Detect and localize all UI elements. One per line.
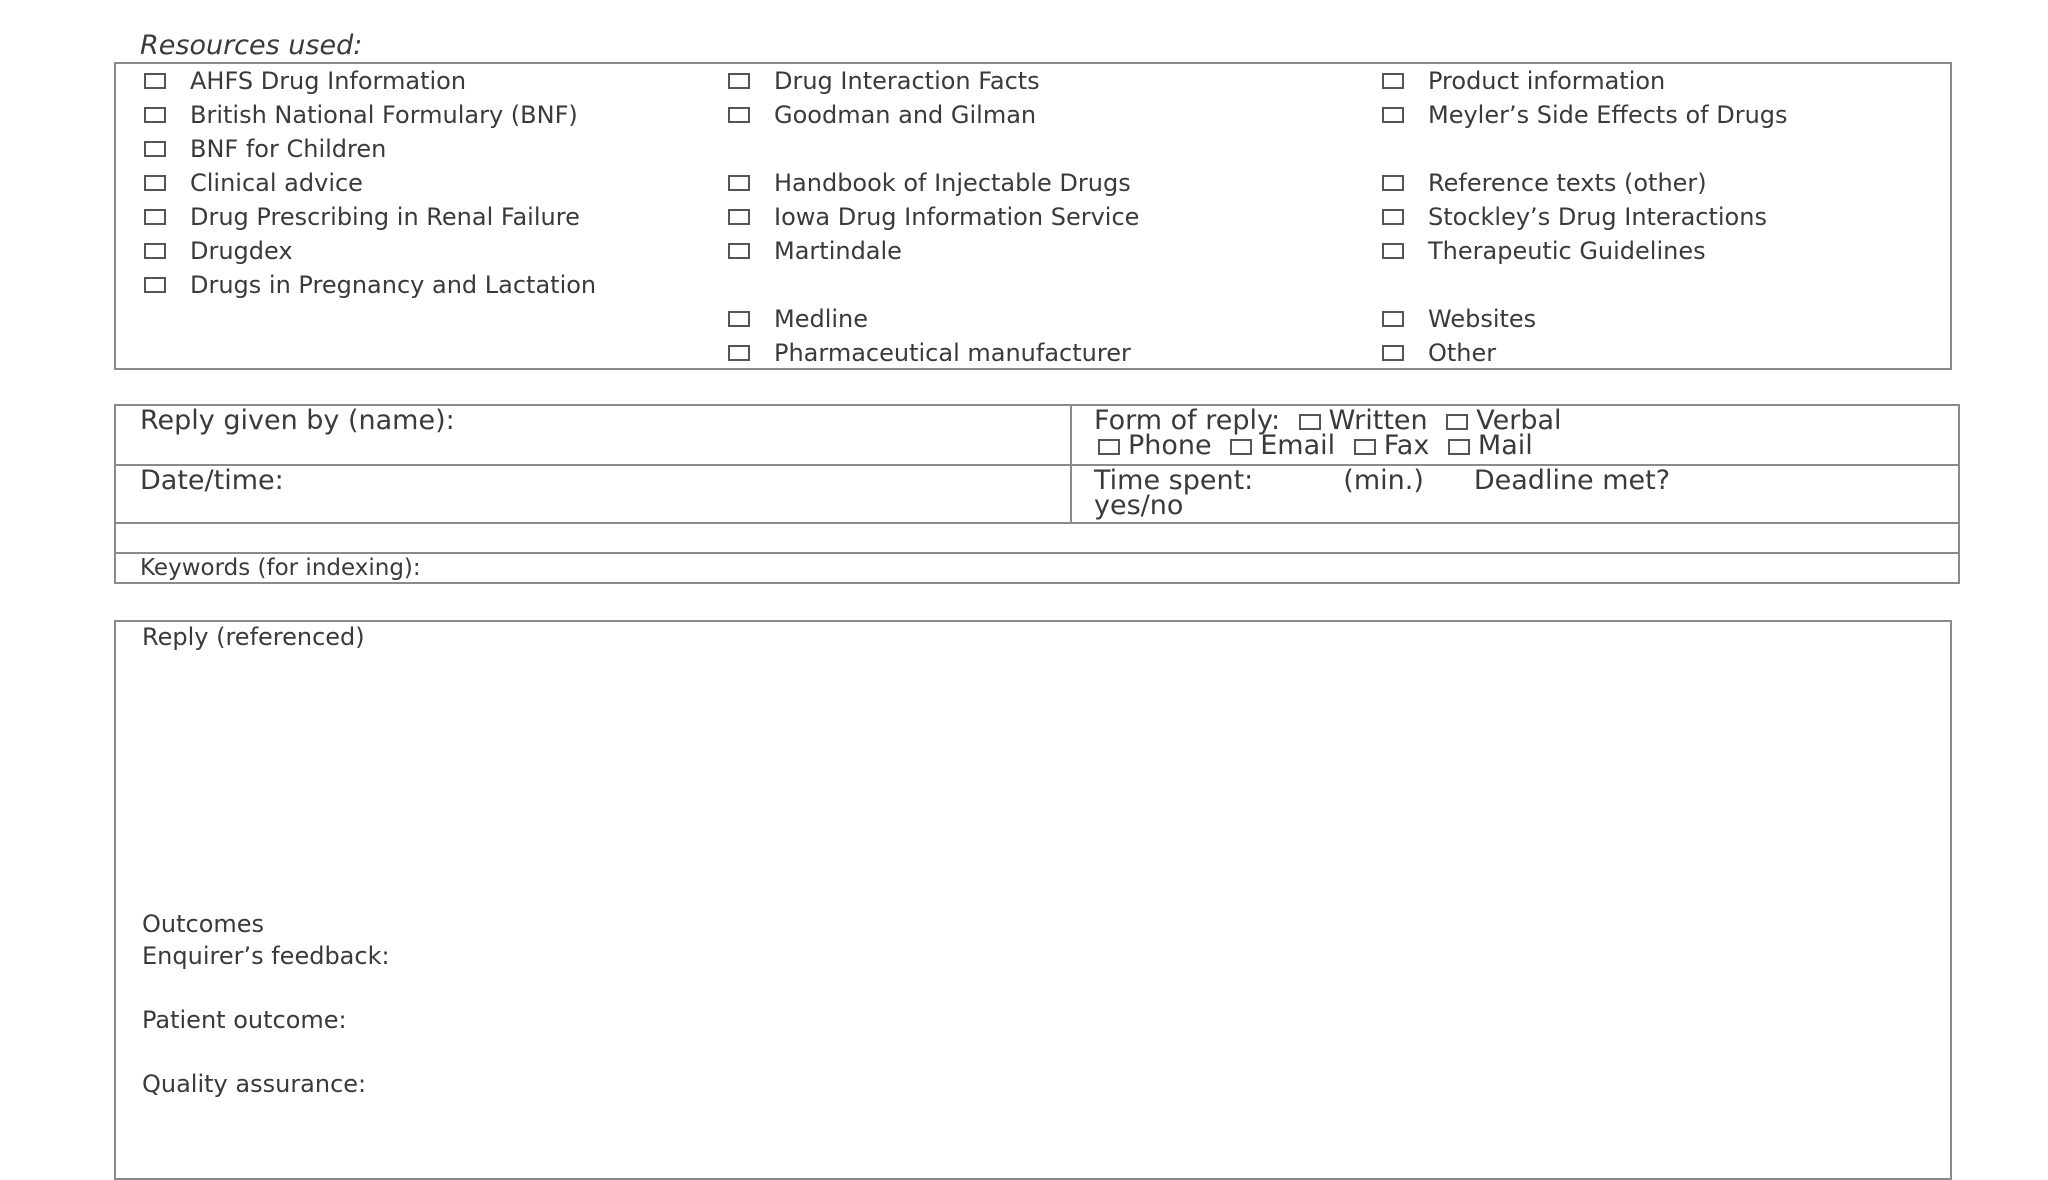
resource-item[interactable] xyxy=(1382,305,1942,333)
checkbox[interactable] xyxy=(1299,414,1321,430)
checkbox[interactable] xyxy=(1098,439,1120,455)
option-written: Written xyxy=(1328,405,1428,436)
resource-label: British National Formulary (BNF) xyxy=(190,101,578,129)
resource-item[interactable] xyxy=(144,203,614,231)
keywords-field[interactable] xyxy=(116,554,1958,582)
resource-label: Clinical advice xyxy=(190,169,363,197)
checkbox[interactable] xyxy=(1230,439,1252,455)
option-verbal: Verbal xyxy=(1476,405,1562,436)
resource-label: Product information xyxy=(1428,67,1666,95)
resource-item[interactable] xyxy=(1382,339,1942,367)
resource-label: Martindale xyxy=(774,237,902,265)
option-phone: Phone xyxy=(1128,430,1212,461)
resource-label: Drug Prescribing in Renal Failure xyxy=(190,203,580,231)
checkbox[interactable] xyxy=(728,107,750,123)
resource-label: Reference texts (other) xyxy=(1428,169,1707,197)
checkbox[interactable] xyxy=(144,243,166,259)
resource-item[interactable] xyxy=(728,203,1368,231)
form-of-reply-label: Form of reply: xyxy=(1094,405,1281,436)
resource-item[interactable] xyxy=(1382,101,1942,129)
resources-column-2 xyxy=(728,67,1368,376)
resource-label: Handbook of Injectable Drugs xyxy=(774,169,1131,197)
patient-outcome-label: Patient outcome: xyxy=(142,1006,347,1034)
resource-label: Stockley’s Drug Interactions xyxy=(1428,203,1767,231)
checkbox[interactable] xyxy=(1382,107,1404,123)
checkbox[interactable] xyxy=(144,141,166,157)
enquirer-feedback-label: Enquirer’s feedback: xyxy=(142,942,390,970)
table-row xyxy=(116,406,1958,466)
checkbox[interactable] xyxy=(144,209,166,225)
deadline-met-label: Deadline met? xyxy=(1473,465,1671,496)
resource-item[interactable] xyxy=(1382,67,1942,95)
resource-item[interactable] xyxy=(144,169,704,197)
reply-details-table xyxy=(114,404,1960,584)
checkbox[interactable] xyxy=(1382,209,1404,225)
checkbox[interactable] xyxy=(728,311,750,327)
resource-item[interactable] xyxy=(728,101,1368,129)
resources-column-3 xyxy=(1382,67,1942,376)
reply-referenced-box[interactable] xyxy=(114,620,1952,1180)
resource-item[interactable] xyxy=(728,67,1368,95)
resource-label: Iowa Drug Information Service xyxy=(774,203,1140,231)
option-fax: Fax xyxy=(1383,430,1430,461)
reply-given-by-label: Reply given by (name): xyxy=(140,405,455,436)
checkbox[interactable] xyxy=(1382,175,1404,191)
resources-column-1 xyxy=(144,67,704,308)
minutes-label: (min.) xyxy=(1343,465,1424,496)
reply-referenced-label: Reply (referenced) xyxy=(142,623,365,651)
checkbox[interactable] xyxy=(144,73,166,89)
checkbox[interactable] xyxy=(1382,311,1404,327)
resource-item[interactable] xyxy=(144,135,704,163)
resource-label: Other xyxy=(1428,339,1497,367)
resource-label: Websites xyxy=(1428,305,1537,333)
outcomes-label: Outcomes xyxy=(142,910,265,938)
resource-label: Meyler’s Side Effects of Drugs xyxy=(1428,101,1788,129)
table-row xyxy=(116,524,1958,554)
resource-label: BNF for Children xyxy=(190,135,387,163)
checkbox[interactable] xyxy=(144,107,166,123)
checkbox[interactable] xyxy=(1382,345,1404,361)
resource-item[interactable] xyxy=(728,339,1368,367)
resource-item[interactable] xyxy=(144,271,614,299)
resource-label: Therapeutic Guidelines xyxy=(1428,237,1706,265)
option-mail: Mail xyxy=(1477,430,1533,461)
resource-item[interactable] xyxy=(1382,237,1942,265)
form-of-reply-field xyxy=(1072,406,1958,464)
checkbox[interactable] xyxy=(1448,439,1470,455)
resource-label: Drug Interaction Facts xyxy=(774,67,1040,95)
resource-item[interactable] xyxy=(144,67,704,95)
checkbox[interactable] xyxy=(144,277,166,293)
resource-label: AHFS Drug Information xyxy=(190,67,467,95)
resources-heading: Resources used: xyxy=(140,30,363,61)
reply-given-by-field[interactable] xyxy=(116,406,1072,464)
checkbox[interactable] xyxy=(1354,439,1376,455)
option-email: Email xyxy=(1260,430,1336,461)
checkbox[interactable] xyxy=(728,345,750,361)
yes-no-label: yes/no xyxy=(1094,490,1184,521)
resource-item[interactable] xyxy=(1382,169,1942,197)
checkbox[interactable] xyxy=(1382,73,1404,89)
resource-label: Drugs in Pregnancy and Lactation xyxy=(190,271,597,299)
time-spent-label: Time spent: xyxy=(1094,465,1254,496)
resource-item[interactable] xyxy=(728,305,1368,333)
checkbox[interactable] xyxy=(728,73,750,89)
resource-label: Pharmaceutical manufacturer xyxy=(774,339,1131,367)
date-time-field[interactable] xyxy=(116,466,1072,522)
checkbox[interactable] xyxy=(728,243,750,259)
resource-item[interactable] xyxy=(1382,203,1942,231)
resource-label: Goodman and Gilman xyxy=(774,101,1037,129)
quality-assurance-label: Quality assurance: xyxy=(142,1070,367,1098)
checkbox[interactable] xyxy=(1382,243,1404,259)
table-row xyxy=(116,554,1958,582)
resource-item[interactable] xyxy=(144,237,704,265)
checkbox[interactable] xyxy=(728,209,750,225)
resource-label: Medline xyxy=(774,305,869,333)
checkbox[interactable] xyxy=(144,175,166,191)
resource-label: Drugdex xyxy=(190,237,293,265)
resource-item[interactable] xyxy=(144,101,614,129)
date-time-label: Date/time: xyxy=(140,465,284,496)
table-row xyxy=(116,466,1958,524)
time-spent-field[interactable] xyxy=(1072,466,1958,522)
checkbox[interactable] xyxy=(1446,414,1468,430)
resource-item[interactable] xyxy=(728,169,1368,197)
checkbox[interactable] xyxy=(728,175,750,191)
keywords-label: Keywords (for indexing): xyxy=(140,555,421,581)
blank-field[interactable] xyxy=(116,524,1958,552)
resource-item[interactable] xyxy=(728,237,1368,265)
resources-box xyxy=(114,62,1952,370)
